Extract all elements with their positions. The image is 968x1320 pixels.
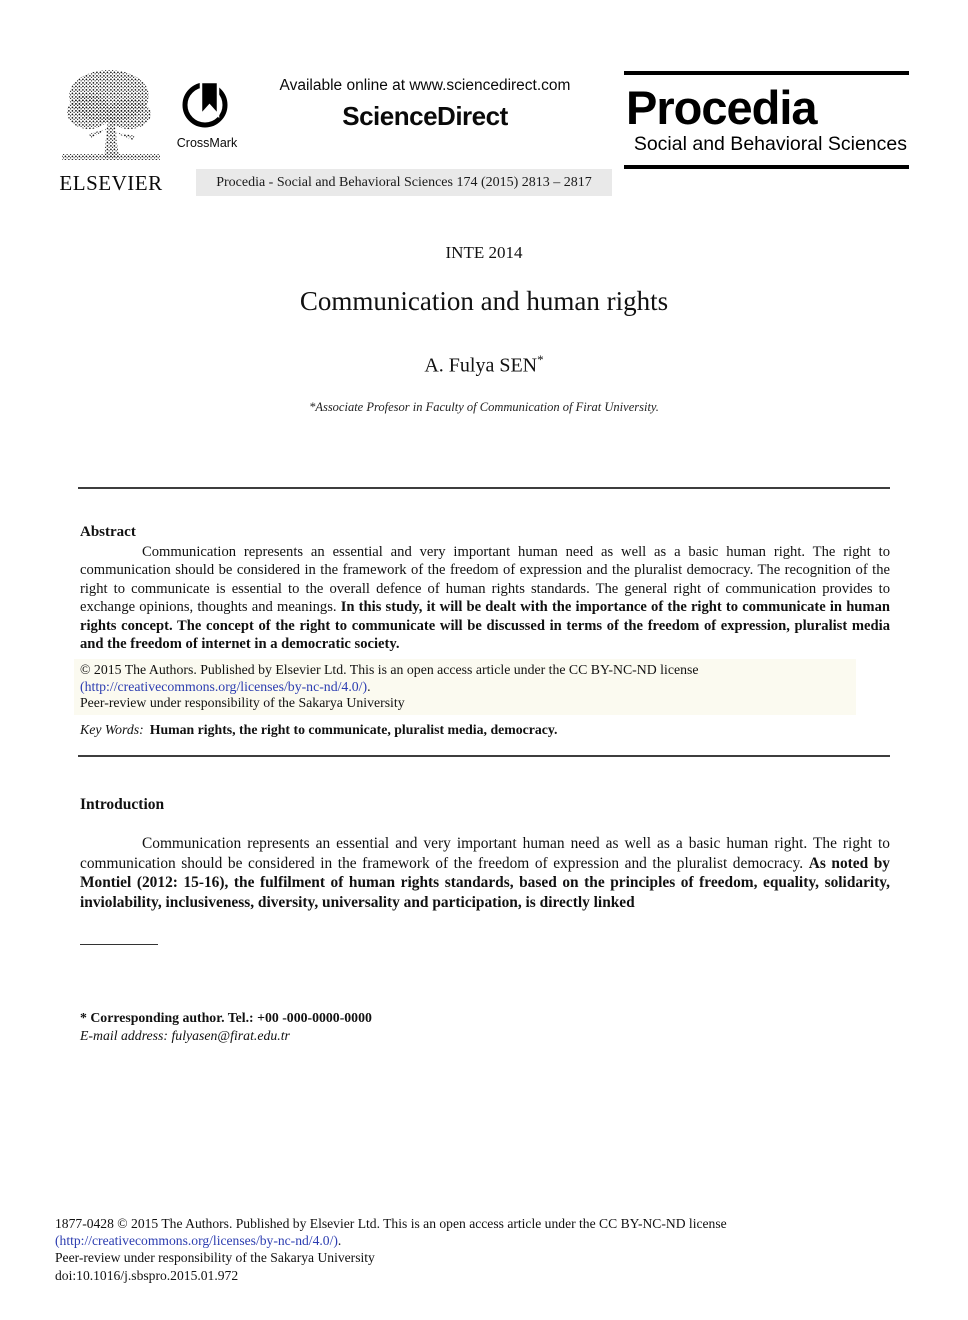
creativecommons-link-footer[interactable]: (http://creativecommons.org/licenses/by-nc-nd/4.0/) [55,1233,338,1249]
email-address-note: E-mail address: fulyasen@firat.edu.tr [80,1028,290,1043]
footnote-separator [80,944,158,945]
page-footer [55,1215,875,1284]
sciencedirect-wordmark[interactable]: ScienceDirect [342,101,508,131]
author-footnote-mark: * [537,352,544,367]
elsevier-tree-icon [61,151,161,168]
section-divider-bottom [78,755,890,757]
crossmark-label: CrossMark [176,136,238,150]
procedia-bottom-rule [624,165,909,169]
introduction-paragraph [80,834,890,912]
abstract-heading: Abstract [80,524,136,540]
keywords-label: Key Words: [80,722,144,737]
section-divider-top [78,487,890,489]
keywords-line [80,722,890,738]
creativecommons-link[interactable]: (http://creativecommons.org/licenses/by-nc-nd/4.0/) [80,678,368,694]
doi-line: doi:10.1016/j.sbspro.2015.01.972 [55,1267,239,1283]
introduction-text-normal: Communication represents an essential and very important human need as well as a basic human right. The right to communication should be considered in the framework of the freedom of expression and the pluralist democracy. [80,835,890,872]
peer-review-line: Peer-review under responsibility of the Sakarya University [80,695,405,711]
footer-peer-review-line: Peer-review under responsibility of the Sakarya University [55,1250,375,1266]
license-line1: © 2015 The Authors. Published by Elsevier Ltd. This is an open access article under the CC BY-NC-ND license [80,662,699,677]
sciencedirect-header [235,77,615,132]
footer-license-suffix: . [337,1233,342,1249]
author-line [0,352,968,378]
license-suffix: . [367,678,371,694]
abstract-text-bold: In this study, it will be dealt with the importance of the right to communicate in human rights concept. The concept of the right to communicate will be discussed in terms of the freedom of expression, pluralist media and the freedom of internet in a democratic society. [80,599,890,653]
page-title: Communication and human rights [299,286,669,316]
introduction-heading: Introduction [80,796,165,813]
conference-name: INTE 2014 [445,243,523,262]
procedia-subtitle: Social and Behavioral Sciences [633,133,907,155]
crossmark-icon [178,117,236,134]
introduction-text-bold: As noted by Montiel (2012: 15-16), the fulfilment of human rights standards, based on the principles of freedom, equality, solidarity, inviolability, inclusiveness, diversity, universality and participation, is directly linked [80,854,890,911]
journal-reference-bar: Procedia - Social and Behavioral Sciences 174 (2015) 2813 – 2817 [196,169,612,196]
keywords-text: Human rights, the right to communicate, pluralist media, democracy. [149,722,558,737]
elsevier-logo [56,68,166,196]
corresponding-author-note: * Corresponding author. Tel.: +00 -000-0000-0000 [80,1010,372,1025]
author-name: A. Fulya SEN [424,354,538,377]
footer-license-line [55,1232,875,1249]
crossmark-logo[interactable] [176,80,238,150]
license-block [74,659,856,715]
issn-copyright-line: 1877-0428 © 2015 The Authors. Published by Elsevier Ltd. This is an open access article under the CC BY-NC-ND license [55,1216,727,1231]
procedia-title: Procedia [626,81,817,134]
available-online-text: Available online at www.sciencedirect.com [279,77,571,94]
abstract-paragraph [80,543,890,653]
abstract-text-normal: Communication represents an essential and very important human need as well as a basic human right. The right to communication should be considered in the framework of the freedom of expression and the pluralist democracy. The recognition of the right to communicate is essential to the overall defence of human rights standards. The general right of communication provides to exchange opinions, thoughts and meanings. [80,544,890,616]
author-affiliation: *Associate Profesor in Faculty of Communication of Firat University. [309,400,659,414]
procedia-top-rule [624,71,909,75]
license-line2 [80,679,850,696]
elsevier-wordmark: ELSEVIER [59,171,163,195]
procedia-logo [624,71,909,169]
